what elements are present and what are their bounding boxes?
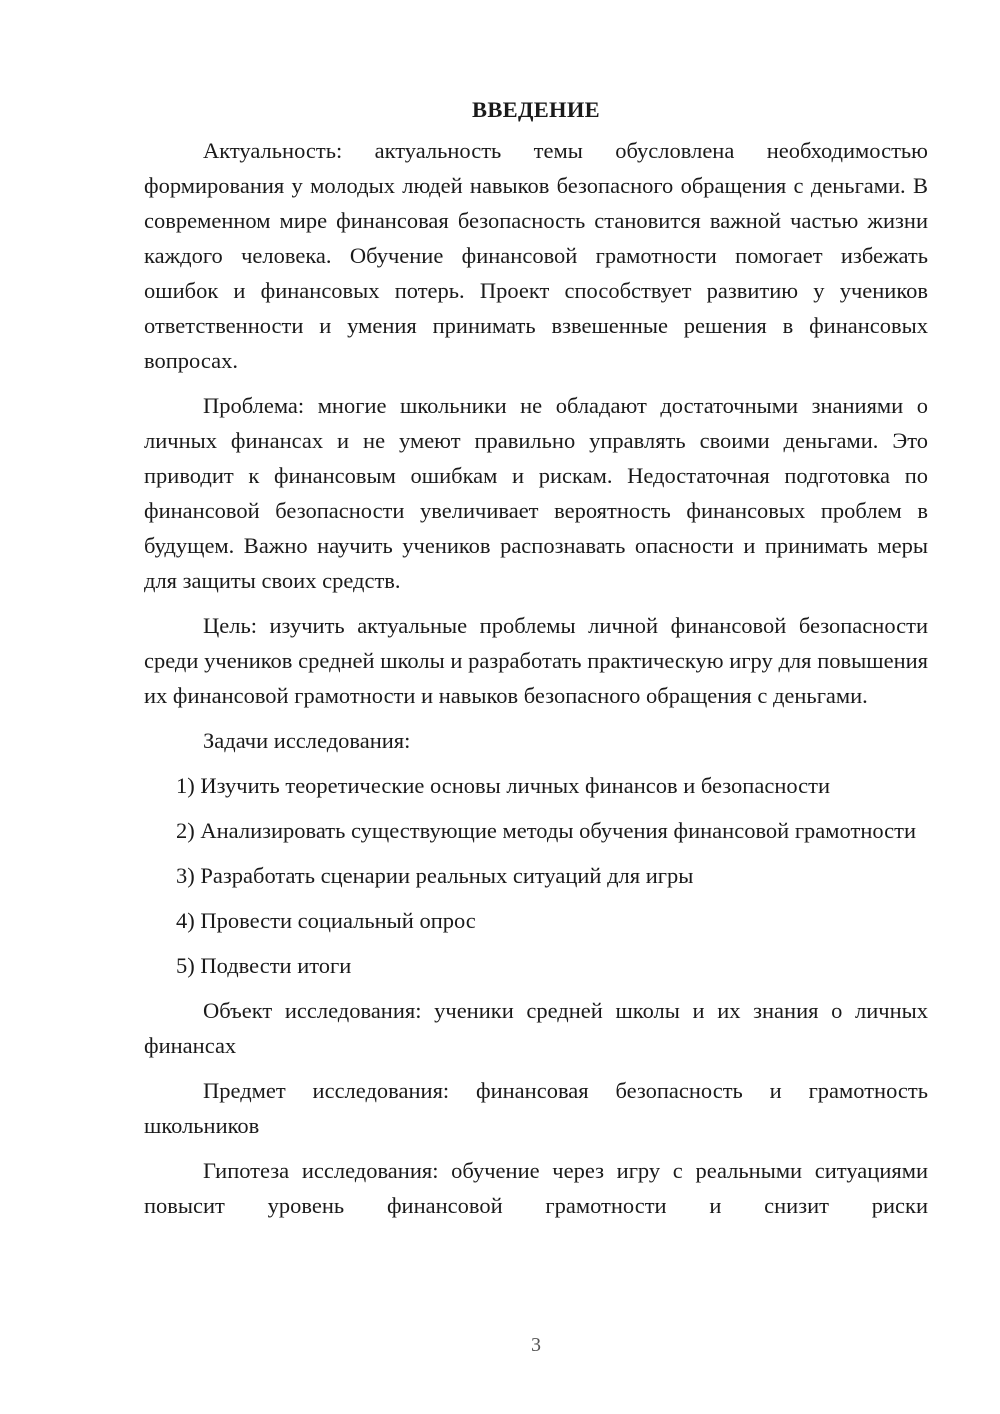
paragraph-subject: Предмет исследования: финансовая безопасность и грамотность школьников — [144, 1078, 928, 1138]
paragraph-goal: Цель: изучить актуальные проблемы личной финансовой безопасности среди учеников средней школы и разработать практическую игру для повышения их финансовой грамотности и навыков безопасного обращения с деньгами. — [144, 613, 928, 708]
paragraph-hypothesis: Гипотеза исследования: обучение через игру с реальными ситуациями повысит уровень финансовой грамотности и снизит риски — [144, 1158, 928, 1218]
task-item-1: 1) Изучить теоретические основы личных финансов и безопасности — [176, 773, 831, 798]
paragraph-object: Объект исследования: ученики средней школы и их знания о личных финансах — [144, 998, 928, 1058]
tasks-heading: Задачи исследования: — [203, 728, 411, 753]
task-item-4: 4) Провести социальный опрос — [176, 908, 476, 933]
task-item-5: 5) Подвести итоги — [176, 953, 352, 978]
task-item-3: 3) Разработать сценарии реальных ситуаций для игры — [176, 863, 694, 888]
task-item-2: 2) Анализировать существующие методы обучения финансовой грамотности — [176, 818, 917, 843]
page-number: 3 — [531, 1334, 541, 1356]
page-content — [144, 92, 928, 1233]
section-title: ВВЕДЕНИЕ — [472, 97, 600, 122]
paragraph-problem: Проблема: многие школьники не обладают достаточными знаниями о личных финансах и не умеют правильно управлять своими деньгами. Это приводит к финансовым ошибкам и рискам. Недостаточная подготовка по финансовой безопасности увеличивает вероятность финансовых проблем в будущем. Важно научить учеников распознавать опасности и принимать меры для защиты своих средств. — [144, 393, 928, 593]
paragraph-relevance: Актуальность: актуальность темы обусловлена необходимостью формирования у молодых людей навыков безопасного обращения с деньгами. В современном мире финансовая безопасность становится важной частью жизни каждого человека. Обучение финансовой грамотности помогает избежать ошибок и финансовых потерь. Проект способствует развитию у учеников ответственности и умения принимать взвешенные решения в финансовых вопросах. — [144, 138, 928, 373]
